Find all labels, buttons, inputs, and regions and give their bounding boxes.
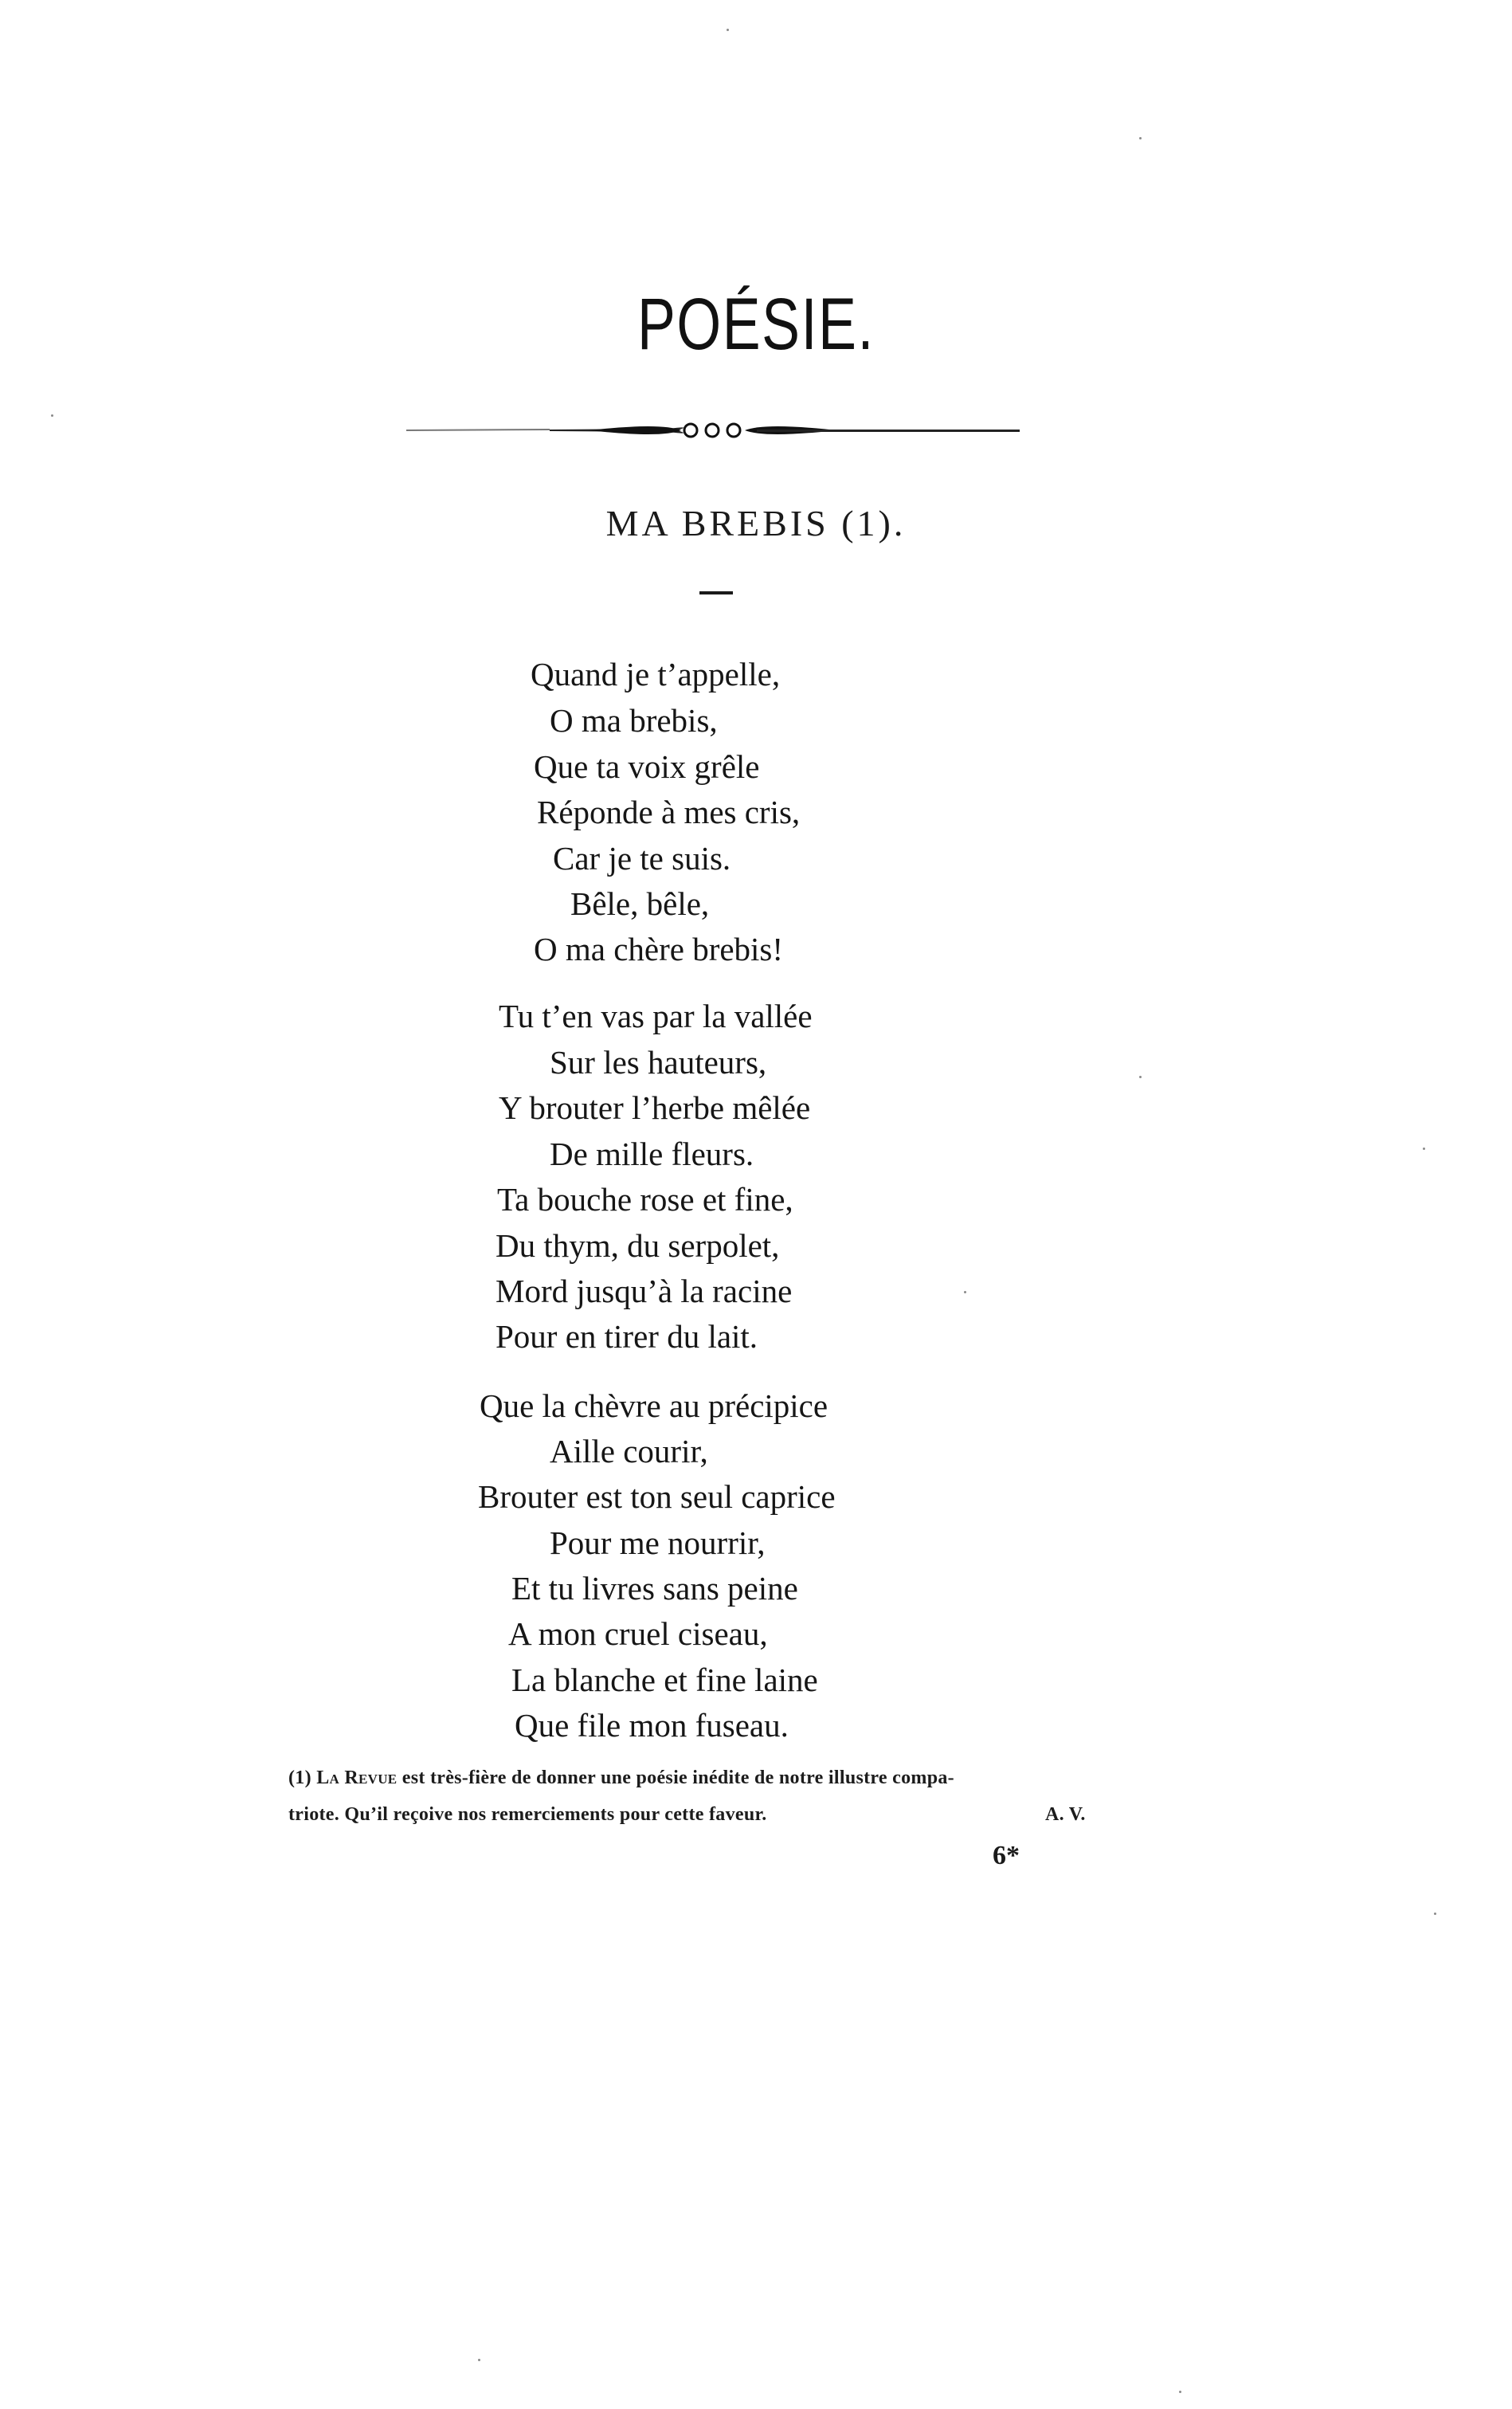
poem-line: Réponde à mes cris,	[537, 794, 801, 830]
poem-line: Bêle, bêle,	[570, 885, 710, 922]
poem-line: Ta bouche rose et fine,	[497, 1181, 793, 1218]
print-speck	[1423, 1148, 1425, 1150]
footnote-marker: (1)	[288, 1768, 311, 1788]
poem-line: Et tu livres sans peine	[511, 1570, 798, 1607]
poem-line: Aille courir,	[550, 1433, 708, 1469]
footnote-signature: A. V.	[1045, 1804, 1086, 1825]
poem-line: Que file mon fuseau.	[515, 1707, 789, 1744]
print-speck	[1139, 1076, 1142, 1078]
title-dash	[699, 591, 733, 594]
poem-line: O ma chère brebis!	[534, 931, 784, 967]
poem-line: Brouter est ton seul caprice	[478, 1478, 836, 1515]
footnote-revue: La Revue	[316, 1768, 398, 1788]
poem-line: De mille fleurs.	[550, 1136, 754, 1172]
print-speck	[1434, 1913, 1436, 1915]
poem-line: O ma brebis,	[550, 702, 718, 739]
poem-line: Sur les hauteurs,	[550, 1044, 767, 1081]
footnote-line-1	[288, 1768, 954, 1789]
footnote-line-2: triote. Qu’il reçoive nos remerciements pour cette faveur.	[288, 1804, 767, 1825]
page-number: 6*	[993, 1841, 1020, 1870]
poem-line: Pour en tirer du lait.	[496, 1318, 758, 1355]
poem-line: Car je te suis.	[553, 840, 731, 877]
footnote-text-1: est très-fière de donner une poésie inédite de notre illustre compa-	[402, 1768, 954, 1788]
print-speck	[727, 29, 729, 31]
print-speck	[1179, 2391, 1181, 2393]
print-speck	[1139, 137, 1142, 139]
scroll-rule-ornament-icon	[406, 416, 1020, 445]
poem-line: Que la chèvre au précipice	[480, 1387, 828, 1424]
poem-line: A mon cruel ciseau,	[508, 1615, 768, 1652]
poem-line: Mord jusqu’à la racine	[496, 1273, 793, 1309]
poem-line: Pour me nourrir,	[550, 1524, 766, 1561]
poem-line: Que ta voix grêle	[534, 748, 760, 785]
poem-line: Tu t’en vas par la vallée	[499, 998, 813, 1034]
poem-line: Y brouter l’herbe mêlée	[499, 1089, 811, 1126]
poem-line: Quand je t’appelle,	[531, 656, 781, 692]
poem-line: Du thym, du serpolet,	[496, 1227, 780, 1264]
print-speck	[51, 414, 53, 417]
print-speck	[964, 1291, 966, 1293]
poem-line: La blanche et fine laine	[511, 1662, 818, 1698]
poem-title: MA BREBIS (1).	[605, 503, 907, 543]
page-heading: POÉSIE.	[637, 284, 875, 365]
print-speck	[478, 2359, 480, 2361]
